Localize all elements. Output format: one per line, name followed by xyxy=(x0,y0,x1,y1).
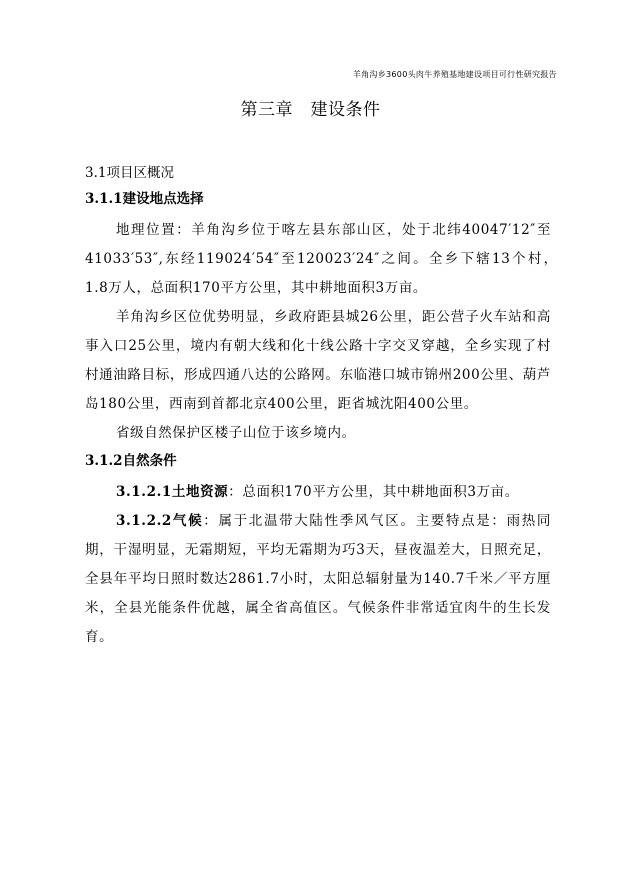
paragraph-reserve: 省级自然保护区楼子山位于该乡境内。 xyxy=(116,425,356,441)
paragraph-climate xyxy=(85,507,551,652)
chapter-title: 第三章 建设条件 xyxy=(240,100,381,120)
section-heading-3-1: 3.1项目区概况 xyxy=(85,165,174,181)
section-heading-3-1-1: 3.1.1建设地点选择 xyxy=(85,191,204,207)
land-resources-text: ：总面积170平方公里，其中耕地面积3万亩。 xyxy=(228,484,519,500)
body-text xyxy=(85,160,566,652)
climate-label: 3.1.2.2气候 xyxy=(116,513,204,529)
section-heading-3-1-2: 3.1.2自然条件 xyxy=(85,453,177,469)
climate-text: ：属于北温带大陆性季风气区。主要特点是：雨热同期，干湿明显，无霜期短，平均无霜期为巧3天，昼夜温差大，日照充足，全县年平均日照时数达2861.7小时，太阳总辐射量为140.7千米／平方厘米，全县光能条件优越，属全省高值区。气候条件非常适宜肉牛的生长发育。 xyxy=(85,513,551,645)
land-resources-label: 3.1.2.1土地资源 xyxy=(116,484,229,500)
running-header: 羊角沟乡3600头肉牛养殖基地建设项目可行性研究报告 xyxy=(352,70,557,79)
paragraph-land-resources xyxy=(85,478,551,507)
paragraph-location: 地理位置：羊角沟乡位于喀左县东部山区，处于北纬40047′12″至41033′53″,东经119024′54″至120023′24″之间。全乡下辖13个村， 1.8万人，总面积170平方公里，其中耕地面积3万亩。 xyxy=(85,222,566,296)
paragraph-advantages: 羊角沟乡区位优势明显，乡政府距县城26公里，距公营子火车站和高事入口25公里，境内有朝大线和化十线公路十字交叉穿越，全乡实现了村村通油路目标，形成四通八达的公路网。东临港口城市锦州200公里、葫芦岛180公里，西南到首都北京400公里，距省城沈阳400公里。 xyxy=(85,309,551,412)
